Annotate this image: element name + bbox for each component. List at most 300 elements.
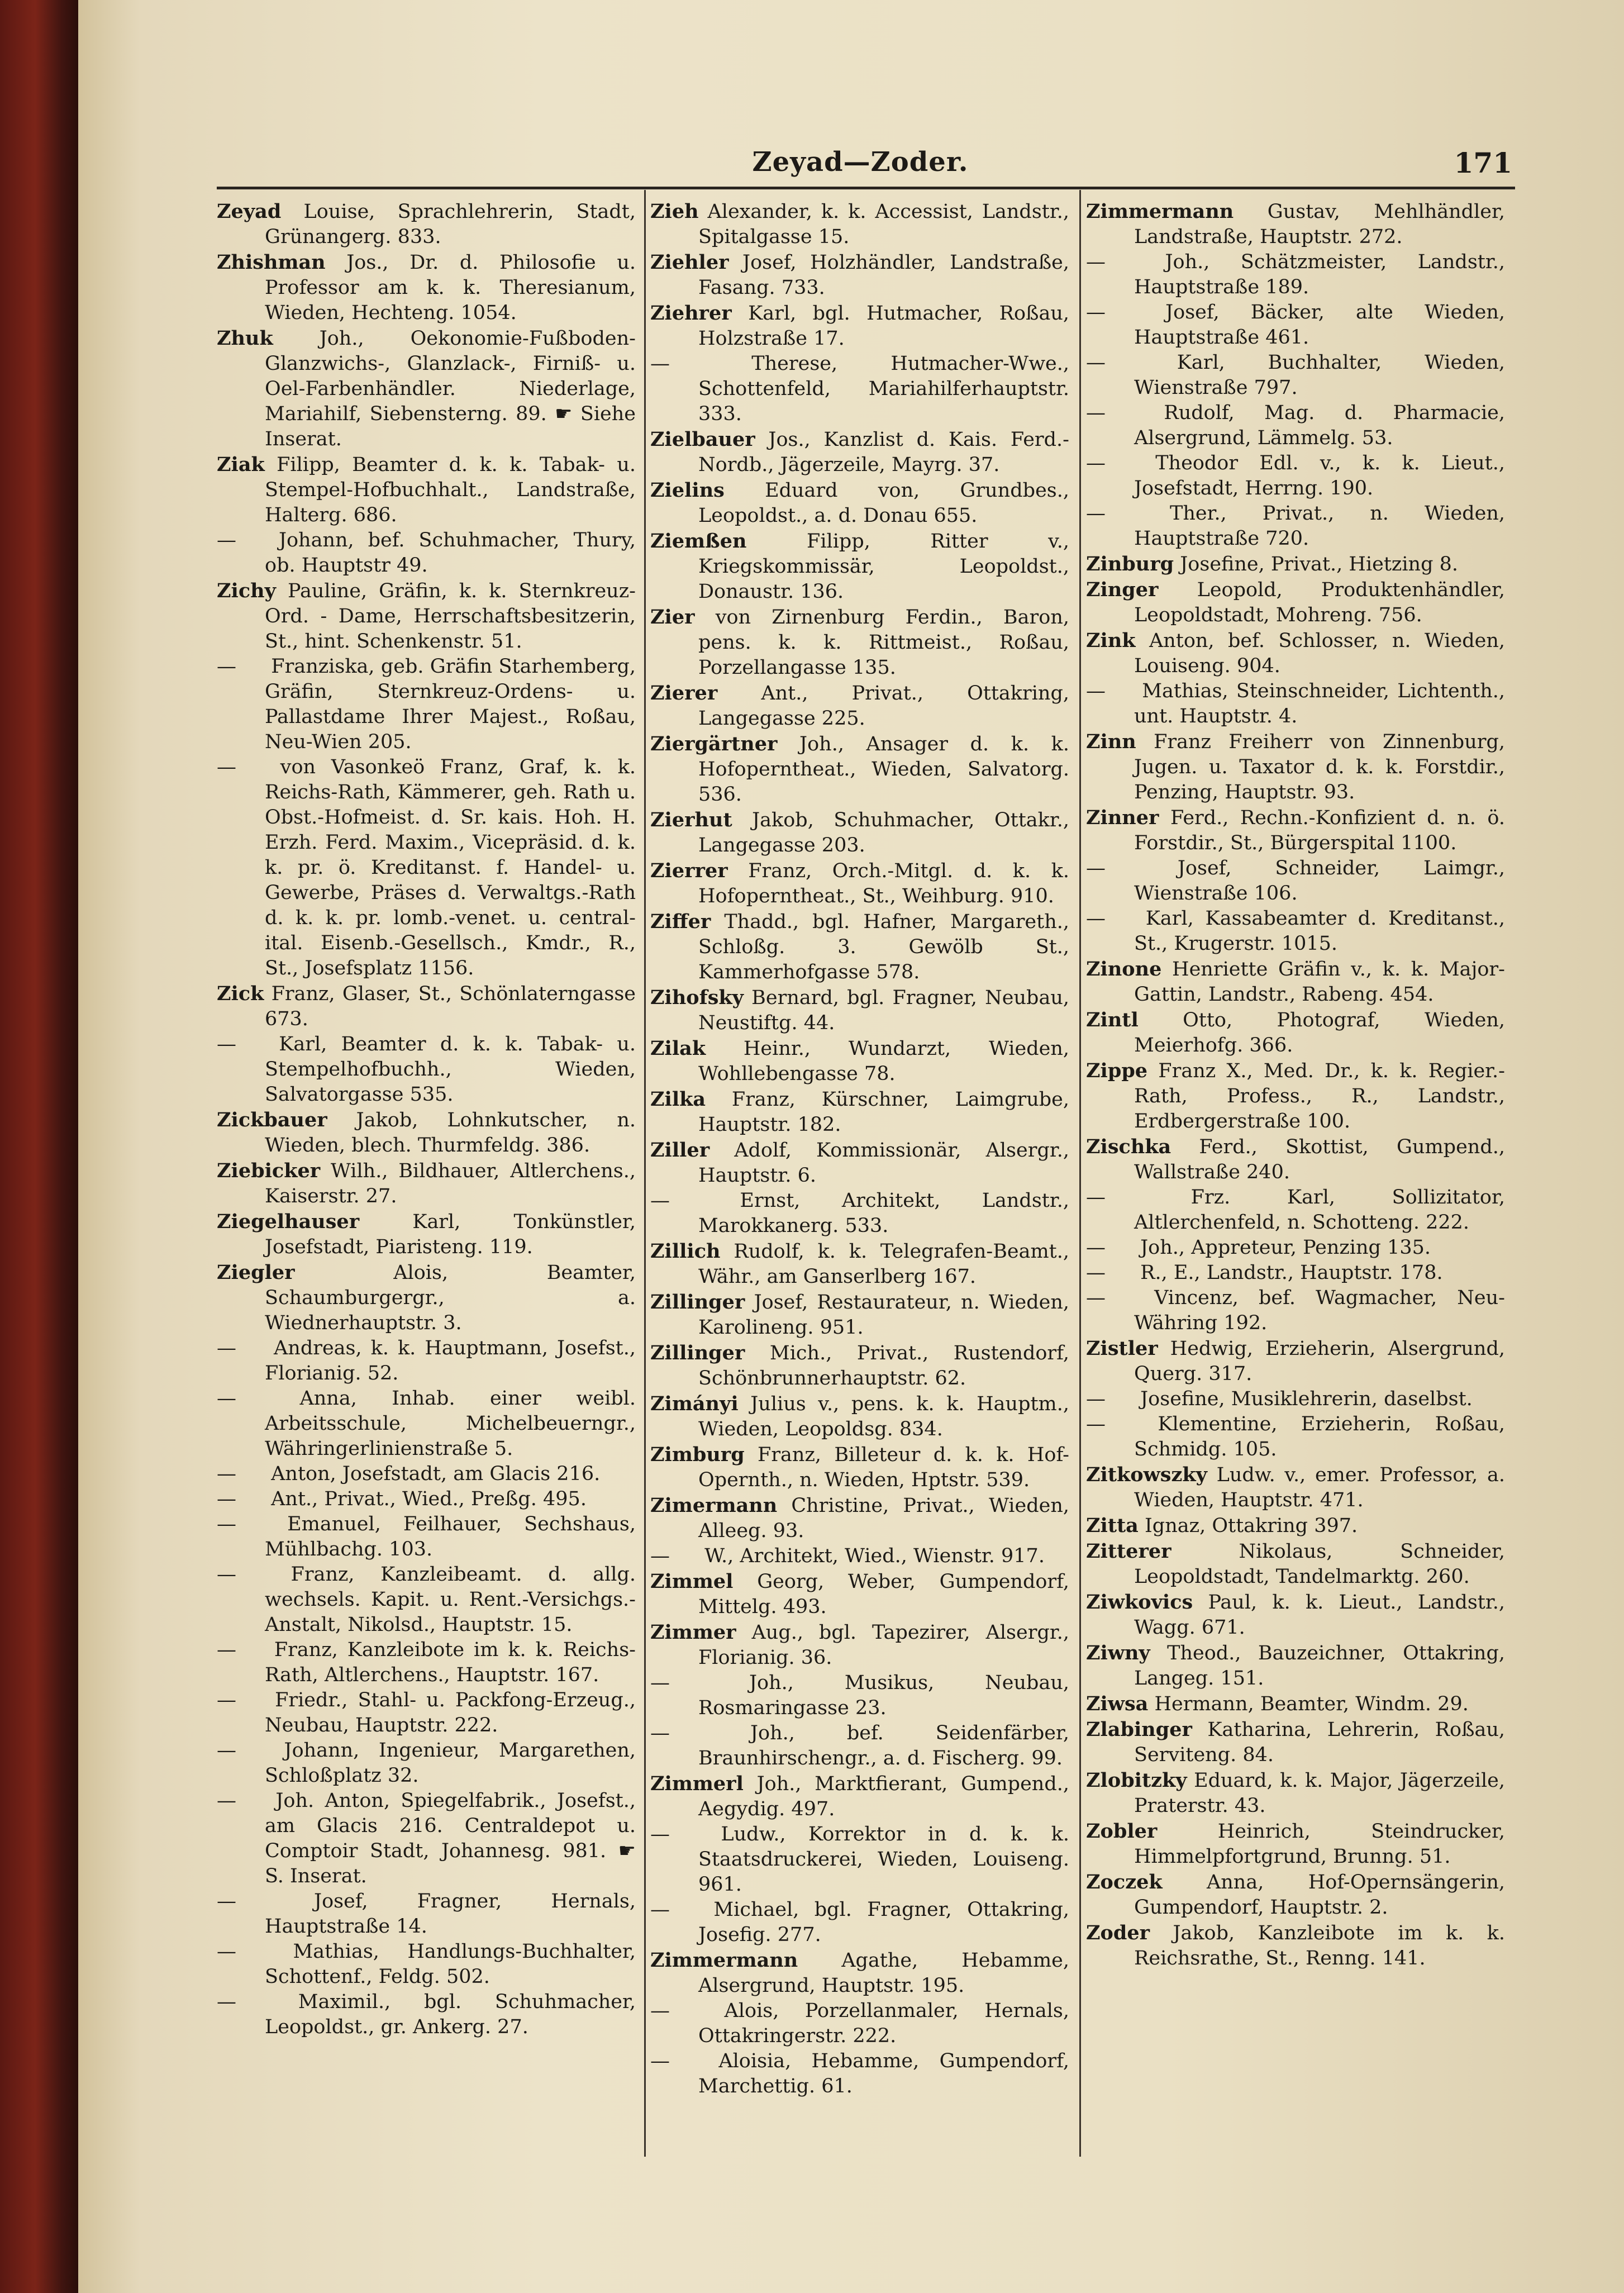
repeat-dash: — [217,1488,236,1510]
directory-entry [1086,1058,1505,1134]
entry-details: Franz X., Med. Dr., k. k. Regier.-Rath, Profess., R., Landstr., Erdbergerstraße 100. [1134,1060,1505,1133]
entry-details: Joh., Musikus, Neubau, Rosmaringasse 23. [698,1672,1069,1719]
directory-entry [650,1721,1069,1771]
repeat-dash: — [217,1387,236,1410]
directory-entry [1086,300,1505,350]
directory-entry [650,1340,1069,1391]
entry-details: Mich., Privat., Rustendorf, Schönbrunnerhauptstr. 62. [698,1342,1069,1390]
entry-details: Aug., bgl. Tapezirer, Alsergr., Florianig. 36. [698,1621,1069,1669]
directory-entry [217,1562,636,1638]
entry-surname: Zielins [650,479,725,502]
entry-details: Franz, Kürschner, Laimgrube, Hauptstr. 182. [698,1088,1069,1136]
entry-surname: Zimmermann [1086,200,1234,223]
entry-details: Jakob, Lohnkutscher, n. Wieden, blech. Thurmfeldg. 386. [265,1109,636,1157]
entry-details: W., Architekt, Wied., Wienstr. 917. [698,1545,1045,1567]
repeat-dash: — [650,1823,670,1845]
entry-details: Rudolf, k. k. Telegrafen-Beamt., Währ., am Ganserlberg 167. [698,1240,1069,1288]
entry-details: Theodor Edl. v., k. k. Lieut., Josefstadt, Herrng. 190. [1134,452,1505,499]
entry-details: Frz. Karl, Sollizitator, Altlerchenfeld, n. Schotteng. 222. [1134,1186,1505,1234]
directory-entry [217,1260,636,1336]
entry-details: Klementine, Erzieherin, Roßau, Schmidg. 105. [1134,1413,1505,1461]
entry-surname: Zickbauer [217,1109,327,1131]
column-left [217,199,636,2266]
entry-details: Filipp, Ritter v., Kriegskommissär, Leopoldst., Donaustr. 136. [698,530,1069,603]
entry-details: Anna, Hof-Opernsängerin, Gumpendorf, Hauptstr. 2. [1134,1871,1505,1919]
entry-surname: Zitterer [1086,1540,1171,1563]
entry-details: Josef, Restaurateur, n. Wieden, Karolineng. 951. [698,1291,1069,1339]
directory-entry [1086,957,1505,1007]
directory-entry [1086,1235,1505,1260]
entry-surname: Ziergärtner [650,732,778,755]
entry-details: Andreas, k. k. Hauptmann, Josefst., Florianig. 52. [265,1337,636,1385]
repeat-dash: — [217,1513,236,1535]
entry-details: Vincenz, bef. Wagmacher, Neu-Währing 192. [1134,1287,1505,1334]
directory-entry [650,427,1069,478]
directory-entry [217,1209,636,1260]
entry-details: Ferd., Rechn.-Konfizient d. n. ö. Forstdir., St., Bürgerspital 1100. [1134,807,1505,854]
entry-surname: Zieh [650,200,699,223]
directory-entry [650,1822,1069,1897]
entry-details: Joh., Marktfierant, Gumpend., Aegydig. 497. [698,1773,1069,1820]
directory-entry [1086,1819,1505,1869]
entry-details: Franziska, geb. Gräfin Starhemberg, Gräfin, Sternkreuz-Ordens- u. Pallastdame Ihrer Majest., Roßau, Neu-Wien 205. [265,655,636,753]
entry-surname: Zoczek [1086,1871,1163,1894]
repeat-dash: — [1086,1186,1106,1209]
entry-surname: Zink [1086,629,1136,652]
directory-entry [1086,451,1505,501]
directory-entry [217,578,636,654]
directory-entry [650,301,1069,351]
entry-surname: Zierer [650,682,718,705]
repeat-dash: — [1086,1413,1106,1435]
entry-surname: Ziemßen [650,530,747,553]
entry-details: Karl, bgl. Hutmacher, Roßau, Holzstraße 17. [698,302,1069,350]
entry-details: Josef, Schneider, Laimgr., Wienstraße 106. [1134,857,1505,905]
entry-details: Ferd., Skottist, Gumpend., Wallstraße 240. [1134,1136,1505,1183]
entry-details: Hedwig, Erzieherin, Alsergrund, Querg. 317. [1134,1338,1505,1385]
directory-entry [1086,628,1505,679]
directory-entry [650,1290,1069,1340]
entry-surname: Zlobitzky [1086,1769,1187,1792]
entry-details: Ant., Privat., Ottakring, Langegasse 225. [698,682,1069,730]
repeat-dash: — [1086,1236,1106,1259]
directory-entry [1086,551,1505,577]
directory-entry [1086,1640,1505,1691]
directory-entry [1086,1185,1505,1235]
repeat-dash: — [650,2000,670,2022]
entry-surname: Zhuk [217,327,273,350]
page-number: 171 [1454,146,1512,179]
entry-surname: Zillich [650,1240,721,1263]
directory-entry [1086,805,1505,856]
directory-entry [650,250,1069,301]
entry-details: Joh., Oekonomie-Fußboden-Glanzwichs-, Glanzlack-, Firniß- u. Oel-Farbenhändler. Niederlage, Mariahilf, Siebensterng. 89. ☛ Siehe Inserat. [265,327,636,450]
entry-details: Therese, Hutmacher-Wwe., Schottenfeld, Mariahilferhauptstr. 333. [698,353,1069,425]
directory-entry [650,1188,1069,1239]
directory-entry [217,1158,636,1209]
repeat-dash: — [650,353,670,375]
directory-entry [650,807,1069,858]
directory-entry [1086,1286,1505,1336]
entry-details: Alexander, k. k. Accessist, Landstr., Spitalgasse 15. [698,201,1069,248]
directory-entry [217,1512,636,1562]
directory-entry [650,1999,1069,2049]
repeat-dash: — [650,1899,670,1921]
entry-details: Jos., Kanzlist d. Kais. Ferd.-Nordb., Jägerzeile, Mayrg. 37. [698,429,1069,476]
entry-details: Hermann, Beamter, Windm. 29. [1148,1693,1469,1715]
directory-entry [650,985,1069,1036]
entry-surname: Zimermann [650,1494,778,1517]
entry-details: Eduard von, Grundbes., Leopoldst., a. d. Donau 655. [698,479,1069,527]
entry-surname: Ziwny [1086,1642,1150,1664]
entry-surname: Zier [650,606,695,629]
entry-details: Anton, bef. Schlosser, n. Wieden, Louiseng. 904. [1134,630,1505,677]
entry-surname: Zistler [1086,1337,1158,1360]
entry-details: Joh., Schätzmeister, Landstr., Hauptstraße 189. [1134,251,1505,298]
directory-entry [650,351,1069,427]
entry-details: Jakob, Schuhmacher, Ottakr., Langegasse 203. [698,809,1069,857]
directory-entry [1086,1260,1505,1286]
directory-entry [650,858,1069,909]
repeat-dash: — [650,1722,670,1744]
entry-surname: Zillinger [650,1291,745,1314]
repeat-dash: — [217,1639,236,1661]
entry-details: Nikolaus, Schneider, Leopoldstadt, Tandelmarktg. 260. [1134,1540,1505,1588]
directory-entry [650,1620,1069,1671]
entry-details: Theod., Bauzeichner, Ottakring, Langeg. 151. [1134,1642,1505,1690]
directory-entry [217,755,636,981]
directory-entry [650,199,1069,250]
entry-surname: Ziffer [650,910,711,933]
entry-surname: Zilak [650,1037,706,1060]
directory-entry [1086,1691,1505,1717]
entry-details: Ant., Privat., Wied., Preßg. 495. [265,1488,587,1510]
entry-surname: Zimmermann [650,1949,798,1972]
entry-details: Jos., Dr. d. Philosofie u. Professor am k. k. Theresianum, Wieden, Hechteng. 1054. [265,251,636,324]
entry-surname: Ziwsa [1086,1692,1149,1715]
entry-surname: Zichy [217,579,276,602]
directory-entry [217,1889,636,1939]
directory-entry [650,1897,1069,1948]
entry-details: Franz, Glaser, St., Schönlaterngasse 673. [264,983,636,1030]
directory-entry [217,1788,636,1889]
entry-details: R., E., Landstr., Hauptstr. 178. [1134,1262,1443,1284]
entry-details: Karl, Kassabeamter d. Kreditanst., St., Krugerstr. 1015. [1134,907,1505,955]
entry-details: Emanuel, Feilhauer, Sechshaus, Mühlbachg. 103. [265,1513,636,1561]
directory-entry [1086,1513,1505,1539]
entry-details: Franz, Billeteur d. k. k. Hof-Opernth., n. Wieden, Hptstr. 539. [698,1444,1069,1491]
directory-entry [217,1990,636,2040]
entry-surname: Zinner [1086,806,1159,829]
directory-entry [1086,577,1505,628]
repeat-dash: — [1086,907,1106,930]
repeat-dash: — [650,1545,670,1567]
entry-surname: Zoder [1086,1921,1150,1944]
repeat-dash: — [217,1991,236,2013]
entry-details: Wilh., Bildhauer, Altlerchens., Kaiserstr. 27. [265,1160,636,1207]
entry-details: Thadd., bgl. Hafner, Margareth., Schloßg. 3. Gewölb St., Kammerhofgasse 578. [698,911,1069,983]
entry-details: Henriette Gräfin v., k. k. Major-Gattin, Landstr., Rabeng. 454. [1134,958,1505,1006]
repeat-dash: — [1086,1287,1106,1309]
directory-entry [650,1239,1069,1290]
entry-surname: Zinone [1086,958,1162,981]
entry-details: Franz Freiherr von Zinnenburg, Jugen. u. Taxator d. k. k. Forstdir., Penzing, Hauptstr. 93. [1134,731,1505,803]
repeat-dash: — [217,1563,236,1586]
repeat-dash: — [217,1940,236,1963]
directory-entry [650,478,1069,529]
entry-details: Alois, Porzellanmaler, Hernals, Ottakringerstr. 222. [698,2000,1069,2047]
entry-details: Johann, Ingenieur, Margarethen, Schloßplatz 32. [265,1739,636,1787]
directory-entry [1086,1768,1505,1819]
entry-details: Maximil., bgl. Schuhmacher, Leopoldst., gr. Ankerg. 27. [265,1991,636,2038]
directory-entry [650,1569,1069,1620]
directory-entry [650,1138,1069,1188]
repeat-dash: — [1086,301,1106,324]
entry-surname: Zippe [1086,1059,1148,1082]
repeat-dash: — [1086,351,1106,374]
directory-entry [217,1688,636,1738]
directory-entry [1086,906,1505,957]
repeat-dash: — [217,756,236,778]
entry-surname: Zinn [1086,730,1136,753]
entry-details: Heinrich, Steindrucker, Himmelpfortgrund, Brunng. 51. [1134,1820,1505,1868]
directory-entry [1086,1134,1505,1185]
entry-details: Louise, Sprachlehrerin, Stadt, Grünangerg. 833. [265,201,636,248]
column-middle [650,199,1069,2266]
entry-details: Katharina, Lehrerin, Roßau, Serviteng. 84. [1134,1719,1505,1766]
entry-details: Michael, bgl. Fragner, Ottakring, Josefig. 277. [698,1899,1069,1946]
directory-entry [217,1386,636,1462]
directory-entry [650,2049,1069,2099]
repeat-dash: — [217,1790,236,1812]
entry-details: Karl, Tonkünstler, Josefstadt, Piaristeng. 119. [265,1211,636,1258]
directory-entry [650,1771,1069,1822]
book-spine [0,0,78,2293]
directory-entry [217,1487,636,1512]
entry-details: Mathias, Steinschneider, Lichtenth., unt. Hauptstr. 4. [1134,680,1505,727]
directory-entry [217,326,636,452]
entry-surname: Zielbauer [650,428,755,451]
repeat-dash: — [650,1190,670,1212]
directory-entry [1086,729,1505,805]
entry-details: Johann, bef. Schuhmacher, Thury, ob. Hauptstr 49. [265,529,636,577]
entry-details: Franz, Orch.-Mitgl. d. k. k. Hofoperntheat., St., Weihburg. 910. [698,860,1069,907]
column-divider [644,190,646,2157]
entry-details: Ernst, Architekt, Landstr., Marokkanerg. 533. [698,1190,1069,1237]
directory-entry [1086,1920,1505,1971]
entry-surname: Zierrer [650,859,728,882]
repeat-dash: — [1086,1388,1106,1410]
directory-entry [217,654,636,755]
directory-entry [217,1738,636,1788]
entry-details: Adolf, Kommissionär, Alsergr., Hauptstr. 6. [698,1139,1069,1187]
entry-surname: Zeyad [217,200,282,223]
entry-details: Jakob, Kanzleibote im k. k. Reichsrathe, St., Renng. 141. [1134,1922,1505,1969]
directory-entry [217,528,636,578]
entry-details: Otto, Photograf, Wieden, Meierhofg. 366. [1134,1009,1505,1057]
directory-entry [1086,1539,1505,1590]
entry-details: Ther., Privat., n. Wieden, Hauptstraße 720. [1134,502,1505,550]
entry-details: Josef, Holzhändler, Landstraße, Fasang. 733. [698,251,1069,299]
entry-surname: Ziwkovics [1086,1591,1193,1614]
entry-details: Joh., Ansager d. k. k. Hofoperntheat., Wieden, Salvatorg. 536. [698,733,1069,806]
entry-surname: Zimmel [650,1570,734,1593]
directory-entry [1086,856,1505,906]
directory-entry [1086,501,1505,551]
entry-details: Joh. Anton, Spiegelfabrik., Josefst., am Glacis 216. Centraldepot u. Comptoir Stadt, Johannesg. 981. ☛ S. Inserat. [265,1790,636,1887]
repeat-dash: — [217,1739,236,1762]
repeat-dash: — [650,2050,670,2072]
entry-details: Mathias, Handlungs-Buchhalter, Schottenf., Feldg. 502. [265,1940,636,1988]
directory-entry [650,1036,1069,1087]
directory-entry [1086,1590,1505,1640]
column-right [1086,199,1505,2266]
directory-entry [650,529,1069,605]
directory-entry [1086,1412,1505,1462]
entry-details: Franz, Kanzleibote im k. k. Reichs-Rath, Altlerchens., Hauptstr. 167. [265,1639,636,1686]
directory-entry [1086,1336,1505,1387]
entry-surname: Zinger [1086,578,1159,601]
entry-surname: Zintl [1086,1008,1139,1031]
repeat-dash: — [1086,857,1106,879]
directory-entry [217,1107,636,1158]
repeat-dash: — [217,1890,236,1913]
directory-entry [217,1638,636,1688]
directory-entry [650,1671,1069,1721]
entry-details: Josefine, Privat., Hietzing 8. [1174,553,1459,575]
repeat-dash: — [217,1689,236,1711]
entry-surname: Zinburg [1086,553,1174,575]
entry-surname: Zimányi [650,1392,739,1415]
directory-entry [650,731,1069,807]
entry-details: Heinr., Wundarzt, Wieden, Wohllebengasse 78. [698,1038,1069,1085]
directory-entry [217,1462,636,1487]
entry-details: Leopold, Produktenhändler, Leopoldstadt, Mohreng. 756. [1134,579,1505,626]
directory-entry [1086,1869,1505,1920]
directory-entry [217,1336,636,1386]
column-divider [1079,190,1081,2157]
directory-entry [650,1087,1069,1138]
entry-surname: Zimburg [650,1443,745,1466]
directory-entry [650,1391,1069,1442]
repeat-dash: — [1086,452,1106,474]
entry-details: Ludw., Korrektor in d. k. k. Staatsdruckerei, Wieden, Louiseng. 961. [698,1823,1069,1896]
directory-entry [650,681,1069,731]
entry-details: Josef, Fragner, Hernals, Hauptstraße 14. [265,1890,636,1938]
entry-surname: Ziegelhauser [217,1210,360,1233]
directory-entry [1086,1717,1505,1768]
entry-surname: Ziebicker [217,1159,321,1182]
entry-details: Anton, Josefstadt, am Glacis 216. [265,1463,601,1485]
entry-details: Alois, Beamter, Schaumburgergr., a. Wiednerhauptstr. 3. [265,1262,636,1334]
entry-details: Christine, Privat., Wieden, Alleeg. 93. [698,1495,1069,1542]
directory-entry [217,199,636,250]
directory-entry [1086,250,1505,300]
entry-surname: Zillinger [650,1341,745,1364]
directory-entry [650,605,1069,681]
directory-entry [1086,1462,1505,1513]
entry-surname: Zierhut [650,808,732,831]
entry-details: Julius v., pens. k. k. Hauptm., Wieden, Leopoldsg. 834. [698,1393,1069,1440]
entry-surname: Zimmerl [650,1772,744,1795]
entry-details: Karl, Beamter d. k. k. Tabak- u. Stempelhofbuchh., Wieden, Salvatorgasse 535. [265,1033,636,1106]
entry-details: Filipp, Beamter d. k. k. Tabak- u. Stempel-Hofbuchhalt., Landstraße, Halterg. 686. [264,454,636,526]
entry-surname: Ziegler [217,1261,295,1284]
directory-entry [217,981,636,1032]
entry-surname: Zischka [1086,1135,1171,1158]
entry-details: von Zirnenburg Ferdin., Baron, pens. k. k. Rittmeist., Roßau, Porzellangasse 135. [694,606,1069,679]
repeat-dash: — [1086,680,1106,702]
directory-entry [650,1493,1069,1544]
entry-surname: Zitta [1086,1514,1139,1537]
repeat-dash: — [1086,402,1106,424]
entry-details: Friedr., Stahl- u. Packfong-Erzeug., Neubau, Hauptstr. 222. [265,1689,636,1737]
entry-details: Pauline, Gräfin, k. k. Sternkreuz-Ord. - Dame, Herrschaftsbesitzerin, St., hint. Schenkenstr. 51. [265,580,636,653]
repeat-dash: — [217,1463,236,1485]
directory-entry [1086,1007,1505,1058]
entry-details: Paul, k. k. Lieut., Landstr., Wagg. 671. [1134,1591,1505,1639]
entry-details: Aloisia, Hebamme, Gumpendorf, Marchettig. 61. [698,2050,1069,2097]
entry-surname: Ziehrer [650,302,732,325]
directory-entry [1086,1387,1505,1412]
directory-entry [1086,679,1505,729]
entry-details: Karl, Buchhalter, Wieden, Wienstraße 797. [1134,351,1505,399]
entry-details: Bernard, bgl. Fragner, Neubau, Neustiftg. 44. [698,987,1069,1034]
entry-details: Agathe, Hebamme, Alsergrund, Hauptstr. 195. [698,1949,1069,1997]
entry-details: Gustav, Mehlhändler, Landstraße, Hauptstr. 272. [1134,201,1505,248]
entry-surname: Zick [217,982,264,1005]
entry-surname: Zihofsky [650,986,744,1009]
header-rule [217,187,1515,189]
directory-entry [217,250,636,326]
entry-surname: Zimmer [650,1621,736,1644]
repeat-dash: — [217,1033,236,1055]
entry-surname: Ziehler [650,251,729,274]
entry-details: Rudolf, Mag. d. Pharmacie, Alsergrund, Lämmelg. 53. [1134,402,1505,449]
directory-entry [650,1544,1069,1569]
entry-surname: Zhishman [217,251,326,274]
entry-details: Georg, Weber, Gumpendorf, Mittelg. 493. [698,1571,1069,1618]
entry-surname: Ziak [217,453,265,476]
entry-details: Eduard, k. k. Major, Jägerzeile, Praterstr. 43. [1134,1769,1505,1817]
directory-entry [650,1948,1069,1999]
entry-surname: Zilka [650,1088,706,1111]
entry-surname: Zobler [1086,1820,1158,1843]
repeat-dash: — [1086,1262,1106,1284]
entry-details: Franz, Kanzleibeamt. d. allg. wechsels. Kapit. u. Rent.-Versichgs.-Anstalt, Nikolsd., Hauptstr. 15. [265,1563,636,1636]
directory-entry [217,452,636,528]
repeat-dash: — [217,1337,236,1359]
entry-details: von Vasonkeö Franz, Graf, k. k. Reichs-Rath, Kämmerer, geh. Rath u. Obst.-Hofmeist. d. Sr. kais. Hoh. H. Erzh. Ferd. Maxim., Vicepräsid. d. k. k. pr. ö. Kreditanst. f. Handel- u. Gewerbe, Präses d. Verwaltgs.-Rath d. k. k. pr. lomb.-venet. u. central-ital. Eisenb.-Gesellsch., Kmdr., R., St., Josefsplatz 1156. [265,756,636,979]
entry-surname: Ziller [650,1139,710,1162]
repeat-dash: — [217,529,236,551]
entry-details: Josef, Bäcker, alte Wieden, Hauptstraße 461. [1134,301,1505,349]
entry-details: Ignaz, Ottakring 397. [1138,1515,1358,1537]
entry-details: Anna, Inhab. einer weibl. Arbeitsschule, Michelbeuerngr., Währingerlinienstraße 5. [265,1387,636,1460]
directory-entry [1086,350,1505,401]
running-head-title: Zeyad—Zoder. [752,146,969,178]
entry-details: Ludw. v., emer. Professor, a. Wieden, Hauptstr. 471. [1134,1464,1505,1511]
directory-entry [217,1939,636,1990]
directory-entry [650,1442,1069,1493]
entry-surname: Zitkowszky [1086,1463,1207,1486]
entry-surname: Zlabinger [1086,1718,1192,1741]
entry-details: Josefine, Musiklehrerin, daselbst. [1134,1388,1473,1410]
repeat-dash: — [650,1672,670,1694]
directory-entry [650,909,1069,985]
entry-details: Joh., bef. Seidenfärber, Braunhirschengr., a. d. Fischerg. 99. [698,1722,1069,1769]
repeat-dash: — [1086,502,1106,525]
